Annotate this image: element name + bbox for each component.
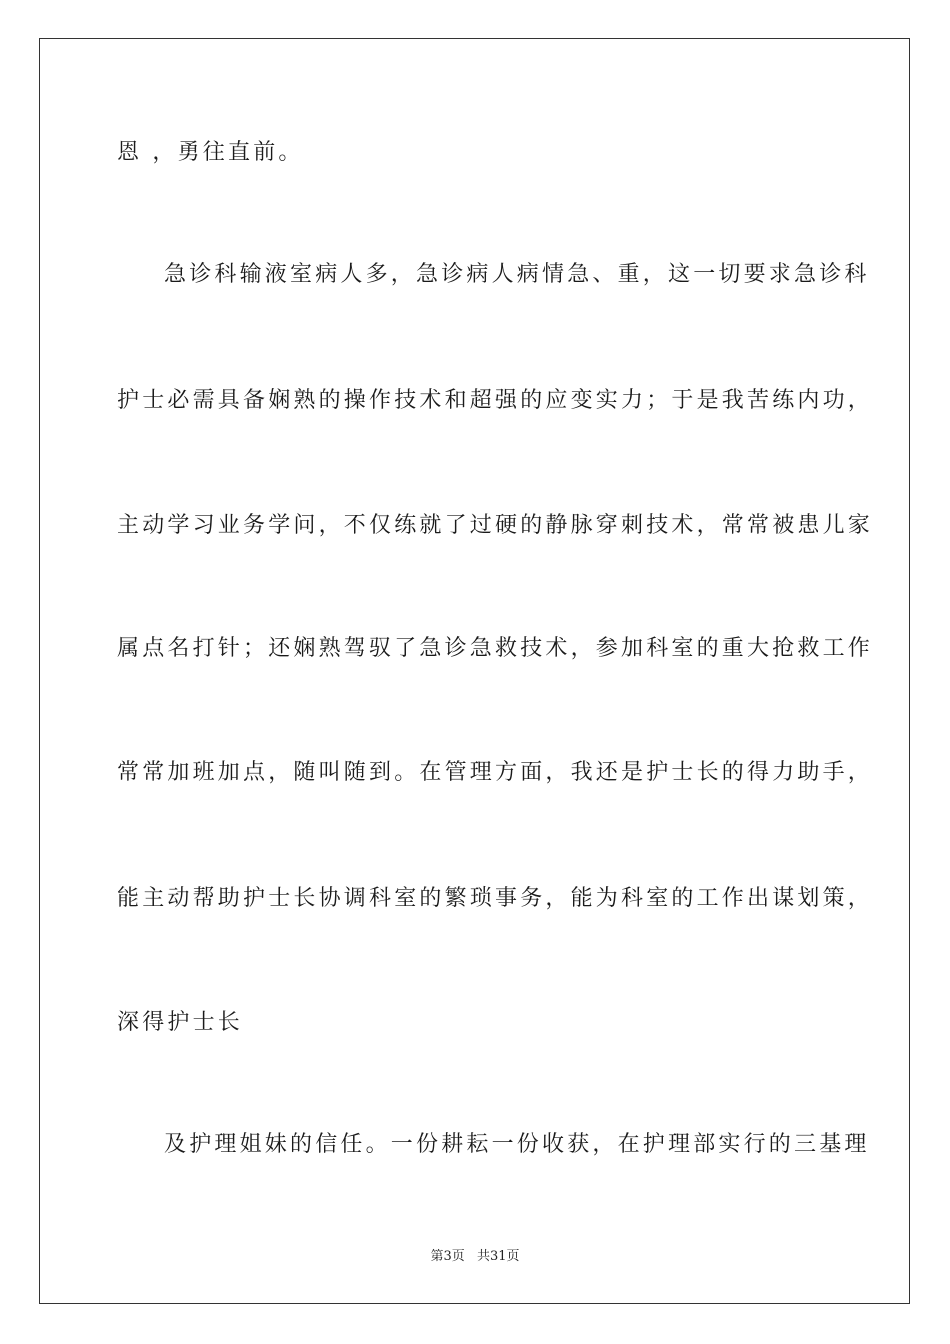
page-footer — [0, 1248, 950, 1266]
text-line: 属点名打针；还娴熟驾驭了急诊急救技术，参加科室的重大抢救工作 — [117, 636, 874, 661]
text-line: 护士必需具备娴熟的操作技术和超强的应变实力；于是我苦练内功， — [117, 388, 874, 413]
text-line: 常常加班加点，随叫随到。在管理方面，我还是护士长的得力助手， — [117, 760, 874, 785]
page-number: 第3页 — [430, 1249, 465, 1264]
text-line: 及护理姐妹的信任。一份耕耘一份收获，在护理部实行的三基理 — [164, 1132, 870, 1157]
text-line: 主动学习业务学问，不仅练就了过硬的静脉穿刺技术，常常被患儿家 — [117, 513, 874, 538]
text-line: 深得护士长 — [117, 1010, 244, 1035]
page-total: 共31页 — [476, 1249, 520, 1264]
text-line: 恩 ，勇往直前。 — [117, 140, 304, 165]
text-line: 急诊科输液室病人多，急诊病人病情急、重，这一切要求急诊科 — [164, 262, 870, 287]
text-line: 能主动帮助护士长协调科室的繁琐事务，能为科室的工作出谋划策， — [117, 886, 874, 911]
page-border — [39, 38, 910, 1304]
